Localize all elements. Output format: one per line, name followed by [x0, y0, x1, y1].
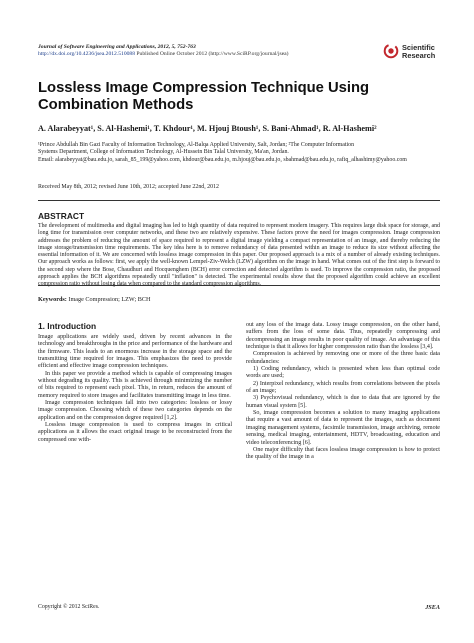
logo-line-1: Scientific [402, 43, 435, 52]
right-column [246, 322, 440, 462]
paragraph: Image compression techniques fall into two categories: lossless or lossy image compression. Choosing which of these two categories depends on the application and on the compression degree required [1,2]. [38, 400, 232, 421]
abstract-heading: ABSTRACT [38, 211, 85, 221]
published-online: Published Online October 2012 (http://www.SciRP.org/journal/jsea) [136, 51, 289, 57]
divider [38, 200, 440, 201]
paragraph: So, image compression becomes a solution to many imaging applications that require a vast amount of data to represent the images, such as document imaging management systems, facsimile transmission, image archiving, remote sensing, medical imaging, entertainment, HDTV, broadcasting, education and video teleconferencing [6]. [246, 410, 440, 446]
email-line: Email: alarabeyyat@bau.edu.jo, sarah_85_199@yahoo.com, khdour@bau.edu.jo, m.hjouj@bau.edu.jo, sbahmad@bau.edu.jo, rafiq_alhashimy@yahoo.com [38, 156, 407, 163]
list-item: 1) Coding redundancy, which is presented when less than optimal code words are used; [246, 366, 440, 380]
received-dates: Received May 8th, 2012; revised June 10th, 2012; accepted June 22nd, 2012 [38, 184, 219, 190]
author-list: A. Alarabeyyat¹, S. Al-Hashemi¹, T. Khdour¹, M. Hjouj Btoush¹, S. Bani-Ahmad¹, R. Al-Hashemi² [38, 124, 377, 133]
journal-abbreviation: JSEA [425, 604, 440, 611]
logo-line-2: Research [402, 51, 436, 60]
publisher-logo [382, 40, 442, 70]
affiliation-line: ¹Prince Abdullah Bin Gazi Faculty of Information Technology, Al-Balqa Applied University, Salt, Jordan; ²The Computer Information [38, 142, 355, 148]
logo-ring-icon [382, 42, 400, 60]
doi-line [38, 51, 358, 58]
journal-citation: Journal of Software Engineering and Applications, 2012, 5, 752-763 [38, 44, 196, 50]
divider [38, 285, 440, 286]
paragraph: Compression is achieved by removing one or more of the three basic data redundancies: [246, 351, 440, 365]
doi-link[interactable]: http://dx.doi.org/10.4236/jsea.2012.510088 [38, 51, 136, 57]
journal-header [38, 44, 358, 58]
paragraph: In this paper we provide a method which is capable of compressing images without degrading its quality. This is achieved through minimizing the number of bits required to represent each pixel. This, in return, reduces the amount of memory required to store images and facilitates transmitting image in less time. [38, 370, 232, 399]
abstract-text: The development of multimedia and digital imaging has led to high quantity of data required to represent modern imagery. This requires large disk space for storage, and long time for transmission over computer networks, and these two are relatively expensive. These factors prove the need for images compression. Image compression addresses the problem of reducing the amount of space required to represent a digital image yielding a compact representation of an image, and thereby reducing the image storage/transmission time requirements. The key idea here is to remove redundancy of data presented within an image to reduce its size without affecting the essential information of it. We are concerned with lossless image compression in this paper. Our proposed approach is a mix of a number of already existing techniques. Our approach works as follows: first, we apply the well-known Lempel-Ziv-Welch (LZW) algorithm on the image in hand. What comes out of the first step is forward to the second step where the Bose, Chaudhuri and Hocquenghem (BCH) error correction and detected algorithm is used. To improve the compression ratio, the proposed approach applies the BCH algorithms repeatedly until "inflation" is detected. The experimental results show that the proposed algorithm could achieve an excellent compression ratio without losing data when compared to the standard compression algorithms. [38, 223, 440, 287]
keywords [38, 296, 440, 304]
title-line-1: Lossless Image Compression Technique Using [38, 80, 370, 96]
paper-title [38, 80, 438, 114]
paragraph: out any loss of the image data. Lossy image compression, on the other hand, suffers from the loss of some data. Thus, repeatedly compressing and decompressing an image results in poor quality of image. An advantage of this technique is that it allows for higher compression ratio than the lossless [3,4]. [246, 322, 440, 351]
keywords-list: Image Compression; LZW; BCH [68, 296, 151, 303]
keywords-label: Keywords: [38, 296, 67, 303]
affiliation-line: Systems Department, College of Information Technology, Al-Hussein Bin Talal University, Ma'an, Jordan. [38, 149, 289, 156]
list-item: 2) Interpixel redundancy, which results from correlations between the pixels of an image; [246, 380, 440, 395]
affiliations [38, 142, 448, 164]
logo-text [402, 44, 435, 60]
copyright: Copyright © 2012 SciRes. [38, 604, 100, 610]
paragraph: One major difficulty that faces lossless image compression is how to protect the quality of the image in a [246, 446, 440, 461]
section-heading-introduction: 1. Introduction [38, 321, 97, 331]
paragraph: Image applications are widely used, driven by recent advances in the technology and breakthroughs in the price and performance of the hardware and the firmware. This leads to an enormous increase in the storage space and the transmitting time required for images. This emphasizes the need to provide efficient and effective image compression techniques. [38, 334, 232, 370]
left-column [38, 334, 232, 444]
title-line-2: Combination Methods [38, 97, 194, 113]
list-item: 3) Psychovisual redundancy, which is due to data that are ignored by the human visual system [5]. [246, 395, 440, 409]
paragraph: Lossless image compression is used to compress images in critical applications as it allows the exact original image to be reconstructed from the compressed one with- [38, 422, 232, 443]
